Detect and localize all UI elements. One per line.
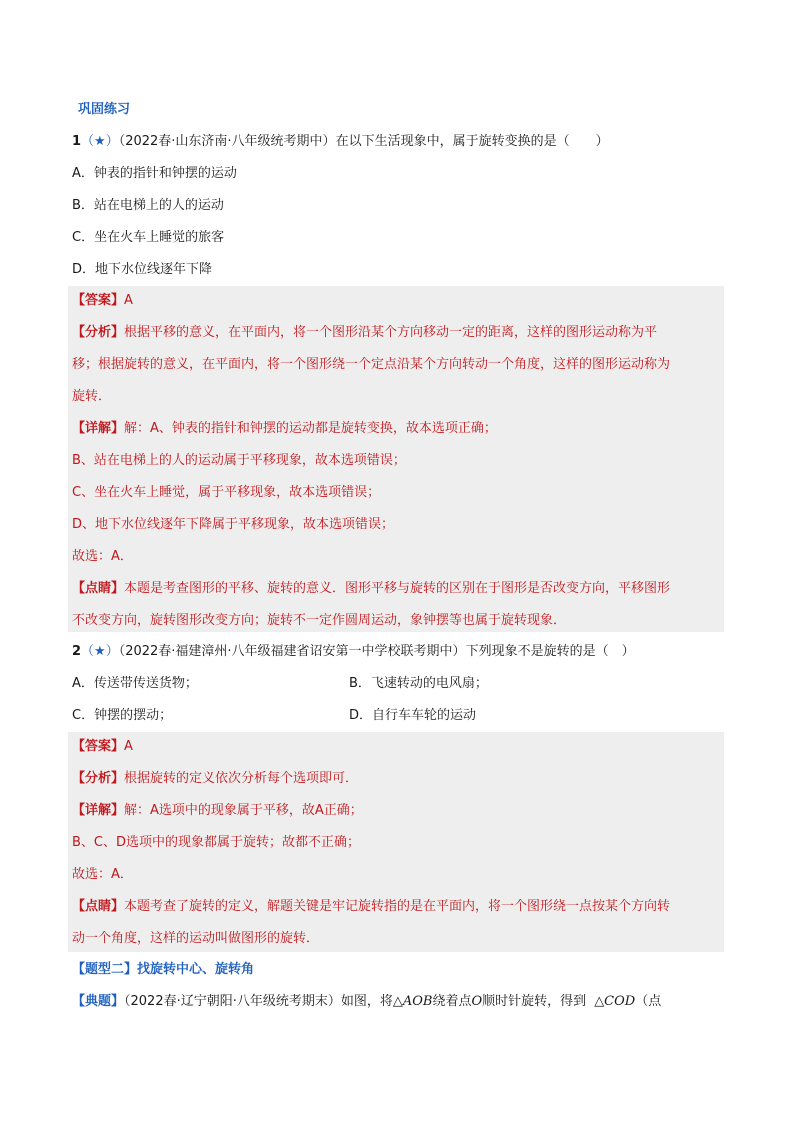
answer-line	[72, 291, 133, 311]
question-number: 2	[72, 644, 82, 659]
example-text: 顺时针旋转，得到	[482, 994, 587, 1009]
answer-tag: 【答案】	[72, 739, 125, 754]
example-text: 绕着点	[432, 994, 472, 1009]
analysis-tag: 【分析】	[72, 771, 125, 786]
comment-line-1	[72, 579, 670, 599]
comment-tag: 【点睛】	[72, 581, 125, 596]
comment-line-2: 不改变方向，旋转图形改变方向；旋转不一定作圆周运动，象钟摆等也属于旋转现象．	[72, 613, 567, 628]
analysis-line-3: 旋转．	[72, 389, 112, 404]
type-heading	[72, 960, 254, 980]
question-source: （2022春·福建漳州·八年级福建省诏安第一中学校联考期中）	[118, 644, 466, 659]
detail-text: 解：A选项中的现象属于平移，故A正确；	[124, 803, 363, 818]
choose-line: 故选：A．	[72, 549, 133, 564]
section-title: 巩固练习	[78, 102, 131, 117]
difficulty-star: （★）	[81, 134, 119, 149]
option-d: D．地下水位线逐年下降	[72, 262, 213, 277]
options-row-2	[72, 706, 712, 726]
question-source: （2022春·山东济南·八年级统考期中）	[118, 134, 336, 149]
analysis-line-1	[72, 323, 657, 343]
option-a: A．钟表的指针和钟摆的运动	[72, 166, 237, 181]
analysis-text: 根据旋转的定义依次分析每个选项即可．	[124, 771, 359, 786]
detail-tag: 【详解】	[72, 421, 125, 436]
question-text: 在以下生活现象中，属于旋转变换的是（ ）	[335, 134, 609, 149]
choose-line: 故选：A．	[72, 867, 133, 882]
detail-line-2: B、C、D选项中的现象都属于旋转；故都不正确；	[72, 835, 361, 850]
example-text: （点	[635, 994, 662, 1009]
analysis-text: 根据平移的意义，在平面内，将一个图形沿某个方向移动一定的距离，这样的图形运动称为平	[124, 325, 658, 340]
detail-line-1	[72, 801, 363, 821]
example-text: （2022春·辽宁朝阳·八年级统考期末）如图，将	[124, 994, 393, 1009]
answer-value: A	[124, 739, 133, 754]
option-b: B．飞速转动的电风扇；	[349, 676, 488, 691]
type-tag: 【题型二】	[72, 962, 138, 977]
question-number: 1	[72, 134, 82, 149]
options-row-1	[72, 674, 712, 694]
option-c: C．钟摆的摆动；	[72, 708, 173, 723]
comment-tag: 【点睛】	[72, 899, 125, 914]
option-a: A．传送带传送货物；	[72, 676, 198, 691]
option-c: C．坐在火车上睡觉的旅客	[72, 230, 225, 245]
comment-line-1	[72, 897, 670, 917]
question-2-stem	[72, 642, 635, 662]
analysis-tag: 【分析】	[72, 325, 125, 340]
detail-line-2: B、站在电梯上的人的运动属于平移现象，故本选项错误；	[72, 453, 406, 468]
answer-tag: 【答案】	[72, 293, 125, 308]
triangle-cod: △COD	[594, 994, 636, 1009]
example-tag: 【典题】	[72, 994, 125, 1009]
comment-text: 本题是考查图形的平移、旋转的意义．图形平移与旋转的区别在于图形是否改变方向，平移图形	[124, 581, 671, 596]
type-title: 找旋转中心、旋转角	[137, 962, 255, 977]
detail-line-1	[72, 419, 497, 439]
analysis-line-2: 移；根据旋转的意义，在平面内，将一个图形绕一个定点沿某个方向转动一个角度，这样的图形运动称为	[72, 357, 671, 372]
detail-text: 解：A、钟表的指针和钟摆的运动都是旋转变换，故本选项正确；	[124, 421, 497, 436]
detail-tag: 【详解】	[72, 803, 125, 818]
option-b: B．站在电梯上的人的运动	[72, 198, 224, 213]
question-1-stem	[72, 132, 609, 152]
comment-line-2: 动一个角度，这样的运动叫做图形的旋转．	[72, 931, 320, 946]
analysis-line-1	[72, 769, 358, 789]
difficulty-star: （★）	[81, 644, 119, 659]
option-d: D．自行车车轮的运动	[349, 708, 477, 723]
answer-line	[72, 737, 133, 757]
detail-line-4: D、地下水位线逐年下降属于平移现象，故本选项错误；	[72, 517, 395, 532]
detail-line-3: C、坐在火车上睡觉，属于平移现象，故本选项错误；	[72, 485, 381, 500]
triangle-aob: △AOB	[392, 994, 433, 1009]
example-line	[72, 992, 661, 1012]
question-text: 下列现象不是旋转的是（ ）	[465, 644, 635, 659]
answer-value: A	[124, 293, 133, 308]
comment-text: 本题考查了旋转的定义，解题关键是牢记旋转指的是在平面内，将一个图形绕一点按某个方向转	[124, 899, 671, 914]
point-o: O	[471, 994, 483, 1009]
